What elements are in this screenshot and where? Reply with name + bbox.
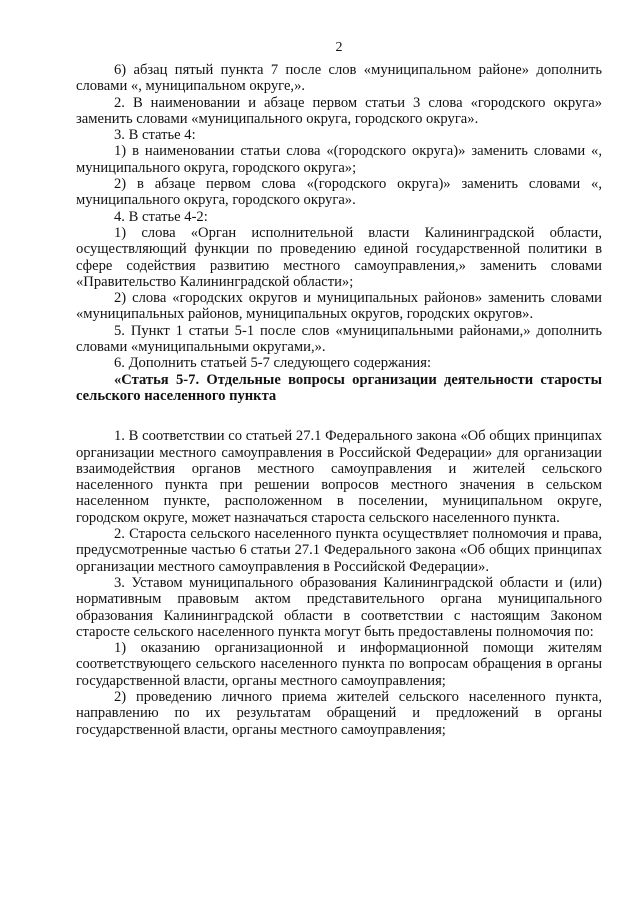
paragraph: 3. В статье 4: [114,127,196,144]
paragraph: 5. Пункт 1 статьи 5-1 после слов «муниципальными районами,» дополнить словами «муниципальными округами,». [76,322,602,356]
section-spacer [76,404,602,428]
document-body [76,62,602,738]
paragraph: 4. В статье 4-2: [114,208,208,225]
paragraph: 1) слова «Орган исполнительной власти Калининградской области, осуществляющий функции по проведению единой государственной политики в сфере содействия развитию местного самоуправления,» заменить словами «Правительство Калининградской области»; [76,224,602,290]
article-paragraph: 1) оказанию организационной и информационной помощи жителям соответствующего сельского населенного пункта по вопросам обращения в органы государственной власти, органы местного самоуправления; [76,640,602,689]
article-paragraph: 3. Уставом муниципального образования Калининградской области и (или) нормативным правовым актом представительного органа муниципального образования Калининградской области в соответствии с настоящим Законом старосте сельского населенного пункта могут быть предоставлены полномочия по: [76,574,602,640]
paragraph: 2) в абзаце первом слова «(городского округа)» заменить словами «, муниципального округа, городского округа». [76,176,602,209]
paragraph: 6) абзац пятый пункта 7 после слов «муниципальном районе» дополнить словами «, муниципальном округе,». [76,62,602,95]
paragraph: 2) слова «городских округов и муниципальных районов» заменить словами «муниципальных районов, муниципальных округов, городских округов». [76,290,602,323]
paragraph: 6. Дополнить статьей 5-7 следующего содержания: [114,355,432,372]
article-heading: «Статья 5-7. Отдельные вопросы организации деятельности старосты сельского населенного пункта [76,371,602,404]
paragraph: 1) в наименовании статьи слова «(городского округа)» заменить словами «, муниципального округа, городского округа»; [76,143,602,176]
article-paragraph: 1. В соответствии со статьей 27.1 Федерального закона «Об общих принципах организации местного самоуправления в Российской Федерации» для организации взаимодействия органов местного самоуправления и жителей сельского населенного пункта при решении вопросов местного значения в сельском населенном пункте, расположенном в поселении, муниципальном округе, городском округе, может назначаться староста сельского населенного пункта. [76,428,602,526]
article-paragraph: 2) проведению личного приема жителей сельского населенного пункта, направлению по их результатам обращений и предложений в органы государственной власти, органы местного самоуправления; [76,688,602,738]
paragraph: 2. В наименовании и абзаце первом статьи 3 слова «городского округа» заменить словами «муниципального округа, городского округа». [76,94,602,127]
page-number: 2 [335,40,343,55]
article-paragraph: 2. Староста сельского населенного пункта осуществляет полномочия и права, предусмотренные частью 6 статьи 27.1 Федерального закона «Об общих принципах организации местного самоуправления в Российской Федерации». [76,526,602,575]
